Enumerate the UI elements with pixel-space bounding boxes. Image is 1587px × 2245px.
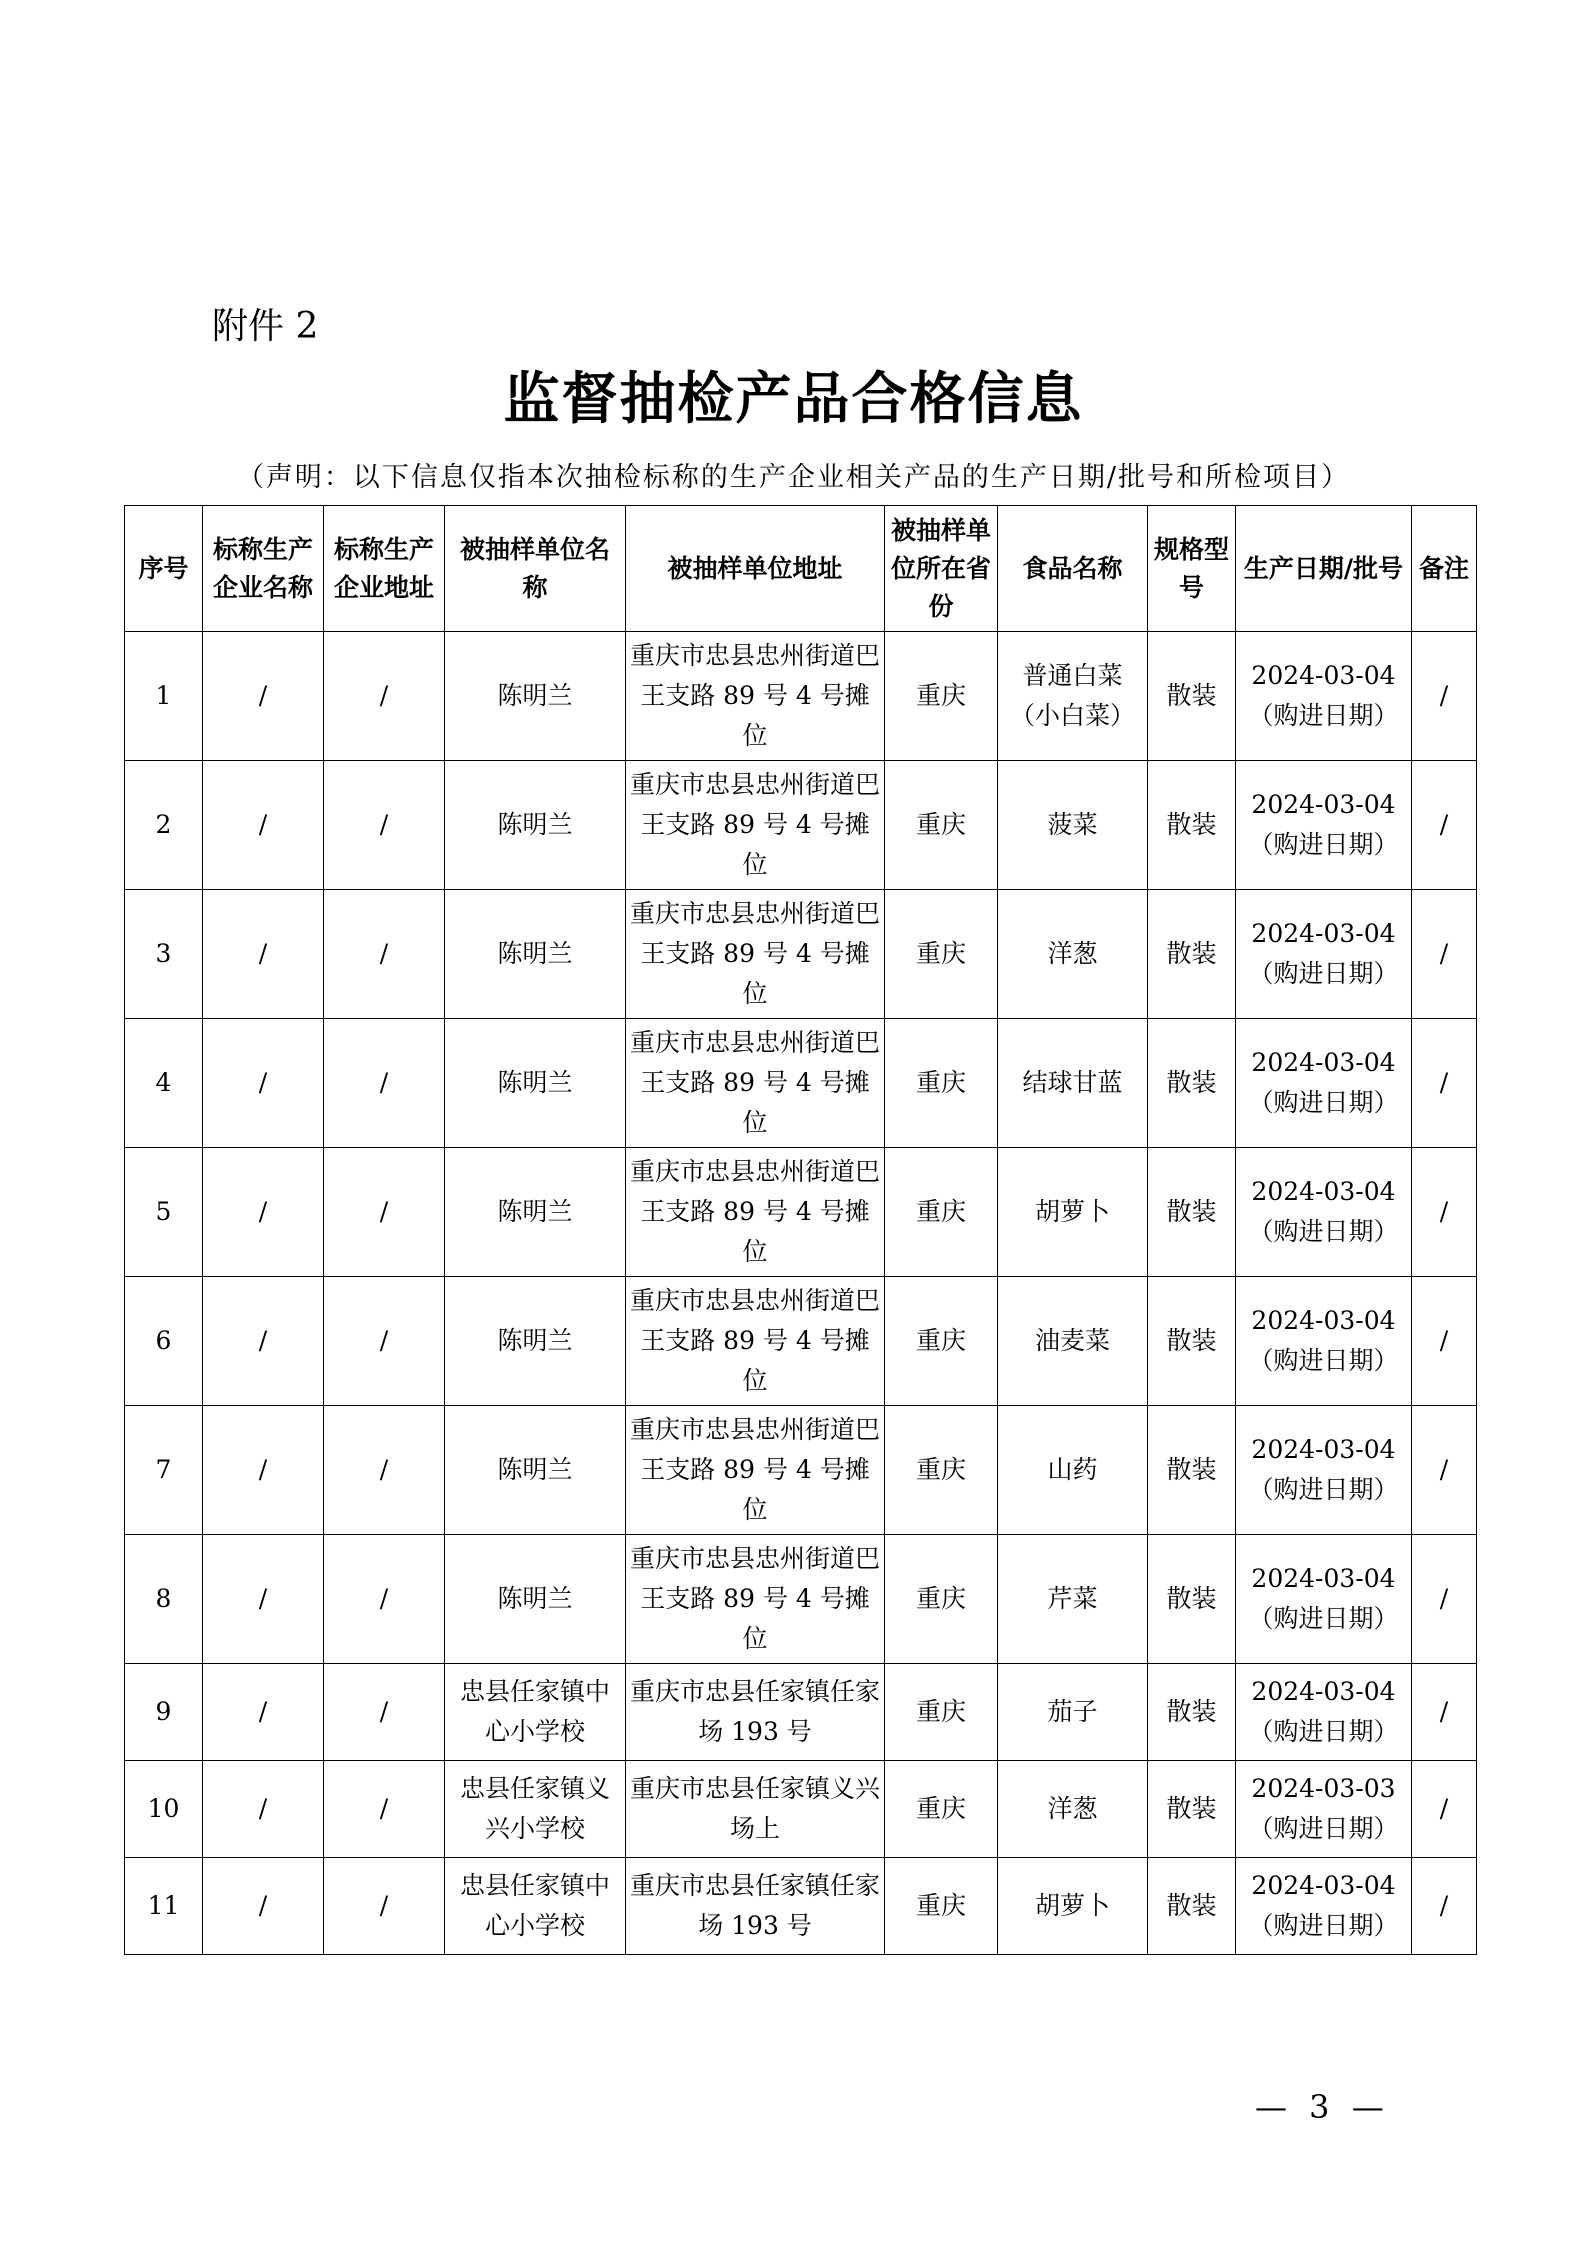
table-cell: 重庆市忠县忠州街道巴王支路 89 号 4 号摊位 [626,1406,885,1535]
table-cell: 3 [125,890,203,1019]
table-cell: / [203,1019,324,1148]
table-cell: / [1412,761,1477,890]
table-cell: 8 [125,1535,203,1664]
table-cell: 散装 [1148,1858,1236,1955]
column-header: 标称生产企业地址 [324,506,445,632]
table-cell: 散装 [1148,1277,1236,1406]
table-cell: / [324,1406,445,1535]
table-cell: 山药 [998,1406,1148,1535]
table-cell: / [324,890,445,1019]
table-cell: / [203,632,324,761]
table-row [125,890,1477,1019]
table-cell: 11 [125,1858,203,1955]
table-cell: 6 [125,1277,203,1406]
table-cell: 重庆市忠县忠州街道巴王支路 89 号 4 号摊位 [626,1535,885,1664]
table-row [125,1406,1477,1535]
table-cell: / [324,632,445,761]
table-cell: / [203,1277,324,1406]
table-cell: 重庆 [885,1535,998,1664]
table-cell: 忠县任家镇中心小学校 [445,1664,626,1761]
table-cell: 重庆市忠县忠州街道巴王支路 89 号 4 号摊位 [626,1019,885,1148]
table-cell: 陈明兰 [445,1148,626,1277]
column-header: 规格型号 [1148,506,1236,632]
table-body [125,632,1477,1955]
table-cell: 重庆市忠县任家镇任家场 193 号 [626,1664,885,1761]
inspection-table [124,505,1477,1955]
table-cell: 重庆 [885,1858,998,1955]
table-cell: 散装 [1148,1535,1236,1664]
table-cell: / [203,1858,324,1955]
table-cell: 重庆 [885,632,998,761]
table-cell: / [1412,632,1477,761]
table-cell: / [203,1406,324,1535]
table-cell: 4 [125,1019,203,1148]
table-cell: 油麦菜 [998,1277,1148,1406]
table-cell: / [1412,1664,1477,1761]
table-cell: 2024-03-04（购进日期） [1236,761,1412,890]
table-cell: / [1412,890,1477,1019]
table-cell: / [1412,1535,1477,1664]
table-cell: 重庆 [885,761,998,890]
table-row [125,1148,1477,1277]
table-cell: 重庆市忠县忠州街道巴王支路 89 号 4 号摊位 [626,1277,885,1406]
table-cell: 2024-03-03（购进日期） [1236,1761,1412,1858]
attachment-label: 附件 2 [212,306,319,347]
table-cell: 胡萝卜 [998,1148,1148,1277]
table-cell: 重庆 [885,1761,998,1858]
table-cell: 重庆 [885,1019,998,1148]
table-cell: 陈明兰 [445,632,626,761]
table-cell: / [203,1148,324,1277]
table-cell: 茄子 [998,1664,1148,1761]
table-cell: 1 [125,632,203,761]
table-cell: / [1412,1277,1477,1406]
table-cell: 重庆市忠县忠州街道巴王支路 89 号 4 号摊位 [626,1148,885,1277]
table-header-row [125,506,1477,632]
table-cell: 10 [125,1761,203,1858]
table-cell: 2024-03-04（购进日期） [1236,1148,1412,1277]
table-cell: / [1412,1019,1477,1148]
table-cell: / [324,1019,445,1148]
table-cell: 重庆 [885,1664,998,1761]
table-cell: 重庆市忠县忠州街道巴王支路 89 号 4 号摊位 [626,632,885,761]
table-cell: 陈明兰 [445,761,626,890]
table-cell: 洋葱 [998,890,1148,1019]
table-cell: / [324,1277,445,1406]
column-header: 备注 [1412,506,1477,632]
table-cell: 2024-03-04（购进日期） [1236,1858,1412,1955]
table-cell: / [203,1761,324,1858]
table-cell: 重庆市忠县任家镇任家场 193 号 [626,1858,885,1955]
table-cell: / [1412,1406,1477,1535]
table-cell: 2024-03-04（购进日期） [1236,1019,1412,1148]
table-cell: 散装 [1148,632,1236,761]
column-header: 食品名称 [998,506,1148,632]
table-cell: / [324,761,445,890]
column-header: 被抽样单位所在省份 [885,506,998,632]
table-row [125,1761,1477,1858]
table-cell: / [324,1858,445,1955]
table-cell: 重庆市忠县忠州街道巴王支路 89 号 4 号摊位 [626,890,885,1019]
table-cell: 菠菜 [998,761,1148,890]
table-cell: 重庆 [885,1148,998,1277]
column-header: 序号 [125,506,203,632]
table-cell: 散装 [1148,1019,1236,1148]
table-cell: 2 [125,761,203,890]
table-cell: 普通白菜（小白菜） [998,632,1148,761]
table-cell: 重庆 [885,1406,998,1535]
table-cell: 陈明兰 [445,1277,626,1406]
table-cell: 2024-03-04（购进日期） [1236,1277,1412,1406]
table-cell: 重庆 [885,1277,998,1406]
table-row [125,761,1477,890]
table-cell: 忠县任家镇中心小学校 [445,1858,626,1955]
table-cell: 9 [125,1664,203,1761]
column-header: 被抽样单位名称 [445,506,626,632]
statement-note: （声明：以下信息仅指本次抽检标称的生产企业相关产品的生产日期/批号和所检项目） [236,462,1351,493]
table-cell: / [324,1535,445,1664]
column-header: 生产日期/批号 [1236,506,1412,632]
page-number: — 3 — [1255,2088,1390,2126]
table-cell: 结球甘蓝 [998,1019,1148,1148]
table-cell: 陈明兰 [445,1019,626,1148]
table-cell: 2024-03-04（购进日期） [1236,1664,1412,1761]
table-cell: 陈明兰 [445,1535,626,1664]
table-cell: / [1412,1148,1477,1277]
table-cell: 散装 [1148,1664,1236,1761]
table-cell: 2024-03-04（购进日期） [1236,1406,1412,1535]
table-cell: 散装 [1148,1761,1236,1858]
table-row [125,1535,1477,1664]
table-cell: / [203,761,324,890]
table-cell: / [1412,1761,1477,1858]
table-cell: / [324,1664,445,1761]
table-cell: 重庆 [885,890,998,1019]
table-row [125,1277,1477,1406]
table-cell: 7 [125,1406,203,1535]
table-cell: 芹菜 [998,1535,1148,1664]
table-cell: 散装 [1148,761,1236,890]
column-header: 被抽样单位地址 [626,506,885,632]
table-cell: 散装 [1148,1148,1236,1277]
table-cell: / [203,1535,324,1664]
table-cell: / [324,1761,445,1858]
table-cell: / [1412,1858,1477,1955]
table-cell: 散装 [1148,1406,1236,1535]
table-cell: 2024-03-04（购进日期） [1236,1535,1412,1664]
table-cell: 陈明兰 [445,890,626,1019]
table-cell: 洋葱 [998,1761,1148,1858]
table-cell: 陈明兰 [445,1406,626,1535]
table-row [125,1664,1477,1761]
table-cell: 忠县任家镇义兴小学校 [445,1761,626,1858]
table-cell: 胡萝卜 [998,1858,1148,1955]
table-cell: / [203,1664,324,1761]
table-cell: 5 [125,1148,203,1277]
table-cell: 2024-03-04（购进日期） [1236,632,1412,761]
table-cell: 重庆市忠县忠州街道巴王支路 89 号 4 号摊位 [626,761,885,890]
table-row [125,632,1477,761]
table-cell: 2024-03-04（购进日期） [1236,890,1412,1019]
table-row [125,1019,1477,1148]
document-title: 监督抽检产品合格信息 [503,366,1084,432]
column-header: 标称生产企业名称 [203,506,324,632]
table-row [125,1858,1477,1955]
table-cell: 散装 [1148,890,1236,1019]
table-cell: / [324,1148,445,1277]
table-cell: / [203,890,324,1019]
table-cell: 重庆市忠县任家镇义兴场上 [626,1761,885,1858]
